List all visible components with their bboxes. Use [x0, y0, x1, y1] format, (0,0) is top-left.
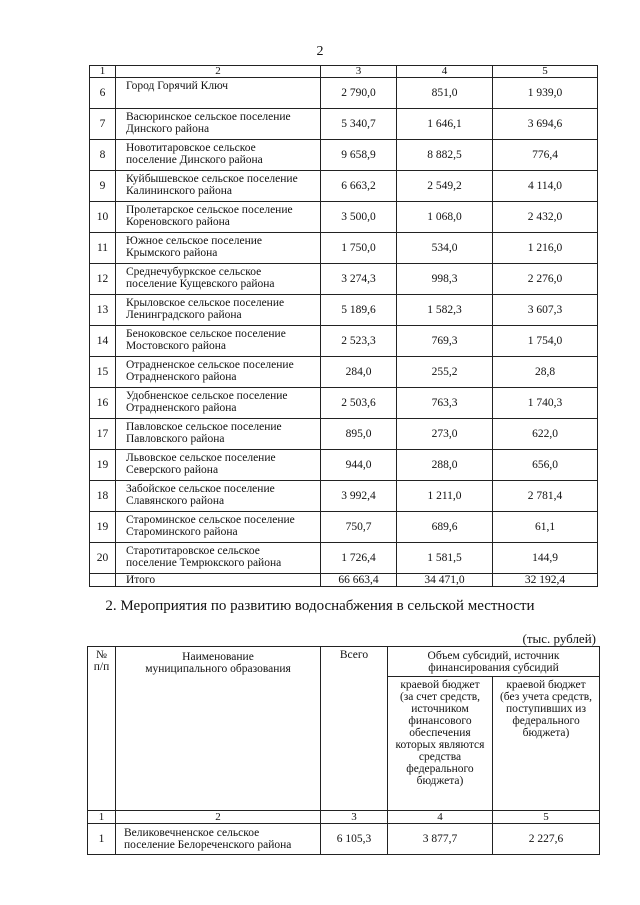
row-total: 750,7 [321, 512, 397, 543]
row-number: 16 [90, 388, 116, 419]
table-row [90, 109, 598, 140]
row-name-line2: Кореновского района [126, 216, 230, 228]
row-number: 14 [90, 326, 116, 357]
row-name-line2: поселение Кущевского района [126, 278, 275, 290]
row-number: 19 [90, 512, 116, 543]
row-name-line2: Ленинградского района [126, 309, 242, 321]
row-name-line1: Среднечубуркское сельское [126, 266, 262, 278]
col-number-5: 5 [493, 811, 600, 824]
row-regional-own: 2 227,6 [493, 824, 600, 855]
row-name-line2: Северского района [126, 464, 219, 476]
table-row [90, 264, 598, 295]
row-total: 284,0 [321, 357, 397, 388]
row-name-line1: Новотитаровское сельское [126, 142, 256, 154]
row-name-line2: Динского района [126, 123, 210, 135]
row-name [116, 171, 321, 202]
row-regional: 534,0 [397, 233, 493, 264]
section-title: 2. Мероприятия по развитию водоснабжения в сельской местности [105, 598, 535, 614]
row-name-line2: Отрадненского района [126, 402, 237, 414]
row-name-line1: Павловское сельское поселение [126, 421, 282, 433]
row-total: 5 340,7 [321, 109, 397, 140]
row-number: 18 [90, 481, 116, 512]
row-federal: 2 432,0 [493, 202, 598, 233]
row-regional: 8 882,5 [397, 140, 493, 171]
row-name [116, 543, 321, 574]
row-number: 7 [90, 109, 116, 140]
row-federal: 3 607,3 [493, 295, 598, 326]
row-regional: 1 068,0 [397, 202, 493, 233]
col-number-1: 1 [90, 66, 116, 78]
row-total: 3 992,4 [321, 481, 397, 512]
row-regional: 1 581,5 [397, 543, 493, 574]
row-number: 15 [90, 357, 116, 388]
total-number [90, 574, 116, 587]
row-name-line2: Мостовского района [126, 340, 226, 352]
header-name-line2: муниципального образования [145, 663, 291, 675]
row-name-line1: Южное сельское поселение [126, 235, 263, 247]
row-name-line1: Староминское сельское поселение [126, 514, 295, 526]
row-name [116, 388, 321, 419]
row-federal: 2 276,0 [493, 264, 598, 295]
row-federal: 2 781,4 [493, 481, 598, 512]
header-regional-federal-line: обеспечения [409, 727, 471, 739]
col-number-3: 3 [321, 66, 397, 78]
header-regional-federal [388, 677, 493, 811]
row-total: 6 663,2 [321, 171, 397, 202]
row-name-line1: Великовечненское сельское [124, 827, 260, 839]
table-row [90, 295, 598, 326]
row-total: 1 726,4 [321, 543, 397, 574]
row-regional: 1 211,0 [397, 481, 493, 512]
header-number [88, 647, 116, 811]
row-regional: 273,0 [397, 419, 493, 450]
table-row [90, 450, 598, 481]
header-regional-own [493, 677, 600, 811]
row-name-line1: Крыловское сельское поселение [126, 297, 285, 309]
table-row [90, 357, 598, 388]
row-number: 1 [88, 824, 116, 855]
row-name [116, 357, 321, 388]
table-column-numbers [88, 811, 600, 824]
row-regional: 689,6 [397, 512, 493, 543]
total-federal: 32 192,4 [493, 574, 598, 587]
table-row [90, 481, 598, 512]
header-number-sign: № [96, 649, 107, 661]
row-federal: 1 939,0 [493, 78, 598, 109]
row-total: 9 658,9 [321, 140, 397, 171]
row-name [116, 202, 321, 233]
table-row [90, 543, 598, 574]
row-name-line2: поселение Темрюкского района [126, 557, 282, 569]
total-sum: 66 663,4 [321, 574, 397, 587]
row-name-line1: Старотитаровское сельское [126, 545, 260, 557]
header-regional-federal-line: финансового [408, 715, 472, 727]
row-federal: 622,0 [493, 419, 598, 450]
row-name [116, 109, 321, 140]
table-row [90, 233, 598, 264]
row-name-line1: Васюринское сельское поселение [126, 111, 291, 123]
row-total: 2 523,3 [321, 326, 397, 357]
row-regional: 288,0 [397, 450, 493, 481]
header-regional-own-line: поступивших из [506, 703, 586, 715]
col-number-4: 4 [397, 66, 493, 78]
row-name [116, 481, 321, 512]
row-regional: 763,3 [397, 388, 493, 419]
col-number-2: 2 [116, 66, 321, 78]
table-row [90, 512, 598, 543]
row-federal: 1 754,0 [493, 326, 598, 357]
col-number-1: 1 [88, 811, 116, 824]
row-name-line1: Удобненское сельское поселение [126, 390, 288, 402]
row-name-line1: Пролетарское сельское поселение [126, 204, 293, 216]
header-regional-own-line: краевой бюджет [506, 679, 586, 691]
row-name [116, 295, 321, 326]
table-header-row [88, 647, 600, 677]
row-name [116, 326, 321, 357]
row-name-line1: Отрадненское сельское поселение [126, 359, 294, 371]
row-federal: 61,1 [493, 512, 598, 543]
header-name-line1: Наименование [182, 651, 254, 663]
header-volume-line2: финансирования субсидий [428, 662, 559, 674]
subsidy-table-continued [89, 65, 598, 587]
table-row [90, 202, 598, 233]
water-supply-table [87, 646, 600, 855]
row-name [116, 450, 321, 481]
header-regional-federal-line: краевой бюджет [400, 679, 480, 691]
row-number: 11 [90, 233, 116, 264]
row-name-line2: Староминского района [126, 526, 238, 538]
row-number: 9 [90, 171, 116, 202]
total-row [90, 574, 598, 587]
row-name-line1: Львовское сельское поселение [126, 452, 276, 464]
col-number-5: 5 [493, 66, 598, 78]
row-total: 944,0 [321, 450, 397, 481]
table-row [90, 140, 598, 171]
row-number: 10 [90, 202, 116, 233]
row-federal: 144,9 [493, 543, 598, 574]
row-name [116, 824, 321, 855]
col-number-4: 4 [388, 811, 493, 824]
header-regional-federal-line: средства [418, 751, 462, 763]
row-federal: 656,0 [493, 450, 598, 481]
row-name [116, 419, 321, 450]
row-federal: 28,8 [493, 357, 598, 388]
row-name-line2: поселение Белореченского района [124, 839, 292, 851]
row-name-line1: Город Горячий Ключ [126, 80, 229, 92]
row-number: 19 [90, 450, 116, 481]
row-number: 12 [90, 264, 116, 295]
row-regional: 2 549,2 [397, 171, 493, 202]
total-regional: 34 471,0 [397, 574, 493, 587]
row-total: 3 500,0 [321, 202, 397, 233]
header-regional-federal-line: которых являются [395, 739, 485, 751]
row-total: 1 750,0 [321, 233, 397, 264]
page-number: 2 [316, 44, 324, 59]
header-regional-federal-line: федерального [406, 763, 474, 775]
row-name [116, 140, 321, 171]
header-number-abbr: п/п [93, 661, 110, 673]
row-regional: 998,3 [397, 264, 493, 295]
row-total: 895,0 [321, 419, 397, 450]
header-total: Всего [321, 647, 388, 811]
table-row [90, 171, 598, 202]
row-number: 20 [90, 543, 116, 574]
table-row [90, 326, 598, 357]
row-number: 6 [90, 78, 116, 109]
row-total: 6 105,3 [321, 824, 388, 855]
row-regional: 851,0 [397, 78, 493, 109]
table-row [90, 78, 598, 109]
row-name-line1: Куйбышевское сельское поселение [126, 173, 298, 185]
row-federal: 1 740,3 [493, 388, 598, 419]
header-name [116, 647, 321, 811]
row-name [116, 233, 321, 264]
row-federal: 776,4 [493, 140, 598, 171]
header-regional-federal-line: (за счет средств, [399, 691, 481, 703]
row-name-line2: Славянского района [126, 495, 225, 507]
row-name-line1: Забойское сельское поселение [126, 483, 275, 495]
row-name-line2: Отрадненского района [126, 371, 237, 383]
col-number-3: 3 [321, 811, 388, 824]
row-number: 13 [90, 295, 116, 326]
row-name-line2: Крымского района [126, 247, 218, 259]
header-regional-federal-line: источником [411, 703, 469, 715]
row-total: 3 274,3 [321, 264, 397, 295]
row-regional: 255,2 [397, 357, 493, 388]
row-federal: 1 216,0 [493, 233, 598, 264]
row-name-line1: Беноковское сельское поселение [126, 328, 286, 340]
table-row [90, 419, 598, 450]
units-label: (тыс. рублей) [522, 631, 596, 646]
row-regional: 1 646,1 [397, 109, 493, 140]
col-number-2: 2 [116, 811, 321, 824]
table-row [90, 388, 598, 419]
row-name-line2: поселение Динского района [126, 154, 263, 166]
row-regional: 1 582,3 [397, 295, 493, 326]
header-volume-line1: Объем субсидий, источник [427, 650, 560, 662]
header-regional-own-line: федерального [512, 715, 580, 727]
row-regional-federal: 3 877,7 [388, 824, 493, 855]
header-regional-own-line: бюджета) [522, 727, 570, 739]
row-regional: 769,3 [397, 326, 493, 357]
row-name-line2: Павловского района [126, 433, 225, 445]
row-total: 2 790,0 [321, 78, 397, 109]
table-header-numbers [90, 66, 598, 78]
row-number: 8 [90, 140, 116, 171]
row-name [116, 78, 321, 109]
row-federal: 4 114,0 [493, 171, 598, 202]
row-name [116, 264, 321, 295]
header-regional-federal-line: бюджета) [416, 775, 464, 787]
header-regional-own-line: (без учета средств, [499, 691, 593, 703]
total-label: Итого [116, 574, 321, 587]
row-name [116, 512, 321, 543]
row-total: 2 503,6 [321, 388, 397, 419]
row-number: 17 [90, 419, 116, 450]
row-name-line2: Калининского района [126, 185, 233, 197]
header-volume [388, 647, 600, 677]
table-row [88, 824, 600, 855]
row-federal: 3 694,6 [493, 109, 598, 140]
row-total: 5 189,6 [321, 295, 397, 326]
